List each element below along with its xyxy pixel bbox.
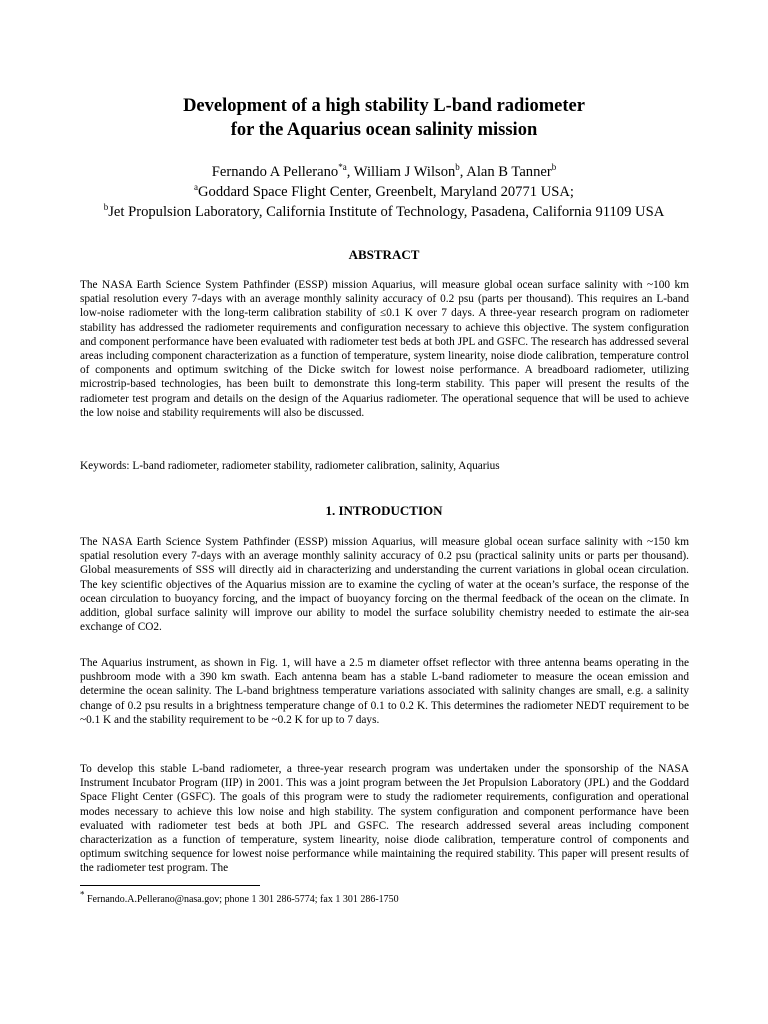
title-line-2: for the Aquarius ocean salinity mission [230,120,538,140]
paper-title [0,94,768,142]
affiliation-text: Jet Propulsion Laboratory, California Institute of Technology, Pasadena, California 91109 USA [108,204,665,220]
author-affiliation-mark: *a [338,162,347,173]
affiliation-b [0,202,768,222]
author-affiliation-mark: b [551,162,557,173]
keywords: Keywords: L-band radiometer, radiometer stability, radiometer calibration, salinity, Aquarius [80,460,500,472]
affiliation-mark: a [194,182,199,193]
author-name: , Alan B Tanner [459,164,552,180]
affiliation-a [0,182,768,202]
title-line-1: Development of a high stability L-band radiometer [183,96,585,116]
author-name: , William J Wilson [346,164,456,180]
footnote-mark: * [80,889,85,900]
intro-paragraph-2: The Aquarius instrument, as shown in Fig. 1, will have a 2.5 m diameter offset reflector with three antenna beams operating in the pushbroom mode with a 390 km swath. Each antenna beam has a stable L-band radiometer to measure the ocean emission and determine the ocean salinity. The L-band brightness temperature variations associated with salinity changes are small, e.g. a salinity change of 0.2 psu results in a brightness temperature change of 0.1 to 0.2 K. This determines the radiometer NEDT requirement to be ~0.1 K and the stability requirement to be ~0.2 K for up to 7 days. [80,657,689,726]
intro-paragraph-3: To develop this stable L-band radiometer, a three-year research program was undertaken under the sponsorship of the NASA Instrument Incubator Program (IIP) in 2001. This was a joint program between the Jet Propulsion Laboratory (JPL) and the Goddard Space Flight Center (GSFC). The goals of this program were to study the radiometer requirements, configuration and operational modes necessary to achieve this low noise and high stability. The system configuration and component performance have been evaluated with radiometer test beds at both JPL and GSFC. The research addressed several areas including component characterization as a function of temperature, system linearity, noise diode calibration, temperature control of components and optimum switching sequence for lowest noise performance while maintaining the required stability. This paper will present results of the radiometer test program. The [80,763,689,875]
abstract-heading: ABSTRACT [348,247,420,262]
author-list [0,162,768,182]
author-affiliation-mark: b [455,162,460,173]
author-block [0,162,768,222]
footnote-rule [80,885,260,886]
intro-paragraph-1: The NASA Earth Science System Pathfinder (ESSP) mission Aquarius, will measure global ocean surface salinity with ~150 km spatial resolution every 7-days with an average monthly salinity accuracy of 0.2 psu (practical salinity units or parts per thousand). Global measurements of SSS will directly aid in characterizing and understanding the current variations in global ocean circulation. The key scientific objectives of the Aquarius mission are to examine the cycling of water at the ocean’s surface, the response of the ocean circulation to buoyancy forcing, and the impact of buoyancy forcing on the thermal feedback of the ocean on the climate. In addition, global surface salinity will improve our ability to model the surface solubility chemistry needed to estimate the air-sea exchange of CO2. [80,536,689,634]
author-name: Fernando A Pellerano [211,164,339,180]
introduction-heading: 1. INTRODUCTION [325,503,443,518]
abstract-text: The NASA Earth Science System Pathfinder (ESSP) mission Aquarius, will measure global ocean surface salinity with ~100 km spatial resolution every 7-days with an average monthly salinity accuracy of 0.2 psu (parts per thousand). This requires an L-band low-noise radiometer with the long-term calibration stability of ≤0.1 K over 7 days. A three-year research program on radiometer stability has addressed the radiometer requirements and configuration necessary to achieve this objective. The system configuration and component performance have been evaluated with radiometer test beds at both JPL and GSFC. The research has addressed several areas including component characterization as a function of temperature, system linearity, noise diode calibration, temperature control of components and optimum switching of the Dicke switch for lowest noise performance. A breadboard radiometer, utilizing microstrip-based technologies, has been built to demonstrate this long-term stability. This paper will present the results of the radiometer test program and details on the design of the Aquarius radiometer. The operational sequence that will be used to achieve the low noise and stability requirements will also be discussed. [80,279,689,419]
affiliation-mark: b [103,202,109,213]
affiliation-text: Goddard Space Flight Center, Greenbelt, Maryland 20771 USA; [198,184,574,200]
footnote [80,889,399,906]
footnote-text: Fernando.A.Pellerano@nasa.gov; phone 1 301 286-5774; fax 1 301 286-1750 [84,894,399,905]
